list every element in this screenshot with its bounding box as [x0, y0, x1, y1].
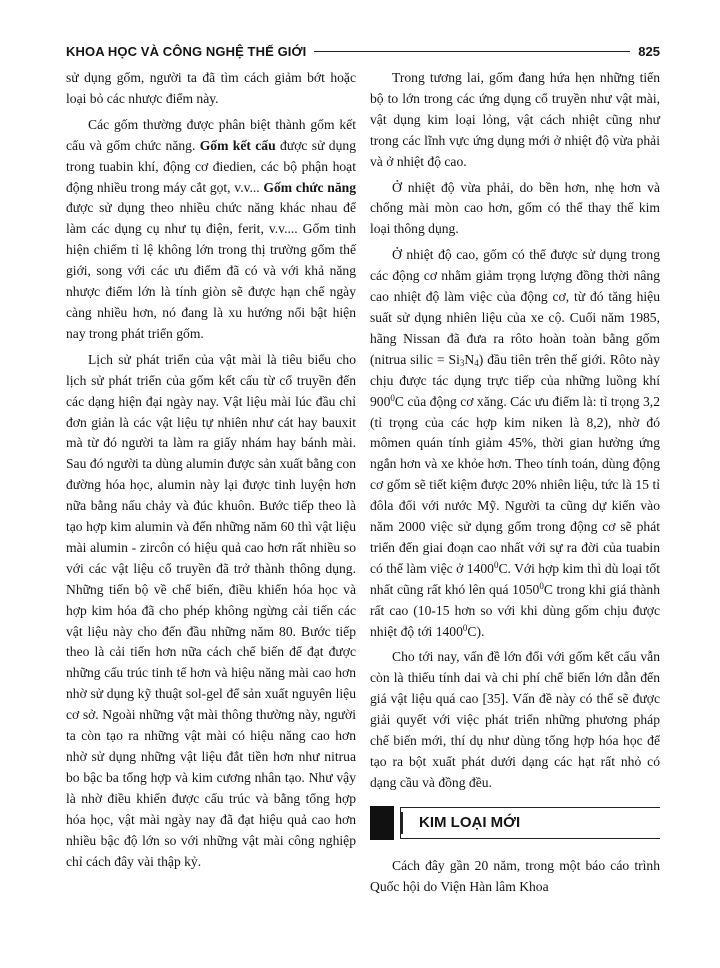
text-run: Các gốm thường được phân biệt thành gốm kết cấu và gốm chức năng.	[66, 116, 356, 153]
text-run: C trong khi giá thành rất cao (10-15 hơn so với khi dùng gốm chịu được nhiệt độ tới 1400	[370, 581, 660, 639]
term-functional-ceramics: Gốm chức năng	[263, 179, 356, 195]
text-run: Ở nhiệt độ cao, gốm có thể được sử dụng trong các động cơ nhằm giảm trọng lượng đồng thời nâng cao nhiệt độ làm việc của động cơ, từ đó tăng hiệu suất sử dụng nhiên liệu của xe cộ. Cuối năm 1985, hãng Nissan đã đưa ra rôto hoàn toàn bằng gốm (nitrua silic = Si	[370, 247, 660, 367]
header-rule	[314, 51, 630, 52]
text-run: N	[464, 351, 475, 367]
section-heading-box	[400, 807, 660, 839]
right-paragraph-4: Cho tới nay, vấn đề lớn đối với gốm kết cấu vẫn còn là thiếu tính dai và chi phí chế biến lớn dẫn đến giá vật liệu quá cao [35]. Vấn đề này có thể sẽ được giải quyết với việc phát triển những phương pháp chế biến mới, thí dụ như dùng tổng hợp hóa học để tạo ra bột xuất phát dưới dạng các hạt rất nhỏ có dạng cầu và đồng đều.	[370, 649, 660, 790]
text-run: ) đầu tiên trên thế giới. Rôto này chịu được tác dụng trực tiếp của những luồng khí 900	[370, 351, 660, 409]
header-title: KHOA HỌC VÀ CÔNG NGHỆ THẾ GIỚI	[66, 43, 307, 59]
right-paragraph-3	[370, 245, 660, 642]
degree-mark: 0	[462, 622, 468, 633]
left-paragraph-1: sử dụng gốm, người ta đã tìm cách giảm bớt hoặc loại bỏ các nhược điểm này.	[66, 70, 356, 106]
right-column	[370, 68, 660, 903]
term-structural-ceramics: Gốm kết cấu	[199, 137, 276, 153]
degree-mark: 0	[539, 580, 544, 591]
text-run: được sử dụng theo nhiều chức năng khác nhau để làm các dụng cụ như tụ điện, ferit, v.v.... Gốm tinh hiện chiếm tỉ lệ không lớn trong thị trường gốm thế giới, song với các ưu điểm đã có và với khả năng nhược điểm lớn là tính giòn sẽ được hạn chế ngày càng nhiều hơn, nó đang là xu hướng nổi bật hiện nay trong phát triển gốm.	[66, 200, 356, 341]
text-run: C. Với hợp kim thì dù loại tốt nhất cũng rất khó lên quá 1050	[370, 560, 660, 597]
section-marker-square	[370, 806, 394, 840]
subscript: 3	[459, 357, 465, 368]
text-run: C).	[467, 623, 485, 639]
left-paragraph-2	[66, 115, 356, 345]
left-paragraph-3: Lịch sử phát triển của vật mài là tiêu biểu cho lịch sử phát triển của gốm kết cấu từ cổ truyền đến các dạng hiện đại ngày nay. Vật liệu mài lúc đầu chỉ đơn giản là các vật liệu tự nhiên như cát hay bauxit mà từ đó người ta làm ra giấy nhám hay bánh mài. Sau đó người ta dùng alumin được sản xuất bằng con đường hóa học, alumin này lại được tinh luyện hơn nữa bằng nấu chảy và đúc khuôn. Bước tiếp theo là tạo hợp kim alumin và đến những năm 60 thì vật liệu mài alumin - zircôn có hiệu quả cao hơn rất nhiều so với các vật liệu cổ truyền đã trở thành thông dụng. Những tiến bộ về chế biến, điều khiển hóa học và hợp kim hóa đã cho phép không ngừng cải tiến các vật liệu này cho đến đầu những năm 80. Bước tiếp theo là cải tiến hơn nữa cách chế biến để đạt được những cấu trúc tinh tế hơn và hiệu năng mài cao hơn nhờ sử dụng kỹ thuật sol-gel để sản xuất nguyên liệu cơ sở. Ngoài những vật mài thông thường này, người ta còn tạo ra những vật mài có hiệu năng cao hơn nhờ sử dụng những vật liệu đắt tiền hơn như nitrua bo bậc ba tổng hợp và kim cương nhân tạo. Như vậy là nhờ điều khiển được cấu trúc và bằng tổng hợp hóa học, vật mài ngày nay đã đạt hiệu quả cao hơn nhiều bậc độ lớn so với những vật mài công nghiệp chỉ cách đây vài thập kỷ.	[66, 351, 356, 869]
running-header	[66, 40, 660, 62]
degree-mark: 0	[390, 392, 395, 403]
text-run: C của động cơ xăng. Các ưu điểm là: tỉ trọng 3,2 (tỉ trọng của các hợp kim niken là 8,2), nhờ đó mômen quán tính giảm 45%, thời gian hưởng ứng ngắn hơn và xe khỏe hơn. Theo tính toán, dùng động cơ gốm sẽ tiết kiệm được 20% nhiên liệu, tức là 15 tỉ đôla đối với nước Mỹ. Người ta cũng dự kiến vào năm 2000 việc sử dụng gốm trong động cơ sẽ phát triển đến giai đoạn cao nhất với sự ra đời của tuabin có thể làm việc ở 1400	[370, 393, 660, 576]
subscript: 4	[474, 357, 479, 368]
right-paragraph-5: Cách đây gần 20 năm, trong một báo cáo trình Quốc hội do Viện Hàn lâm Khoa	[370, 857, 660, 894]
section-title: KIM LOẠI MỚI	[419, 814, 521, 832]
degree-mark: 0	[493, 559, 499, 570]
left-column	[66, 68, 356, 877]
section-heading	[370, 806, 660, 840]
text-run: được sử dụng trong tuabin khí, động cơ điedien, các bộ phận hoạt động nhiều trong máy cắt gọt, v.v...	[66, 137, 356, 195]
page-number: 825	[638, 43, 660, 59]
right-paragraph-1: Trong tương lai, gốm đang hứa hẹn những tiến bộ to lớn trong các ứng dụng cổ truyền như vật mài, vật dụng kim loại lỏng, vật cách nhiệt cũng như trong các lĩnh vực ứng dụng mới ở nhiệt độ vừa phải và ở nhiệt độ cao.	[370, 70, 660, 169]
right-paragraph-2: Ở nhiệt độ vừa phải, do bền hơn, nhẹ hơn và chống mài mòn cao hơn, gốm có thể thay thế kim loại thông dụng.	[370, 179, 660, 237]
